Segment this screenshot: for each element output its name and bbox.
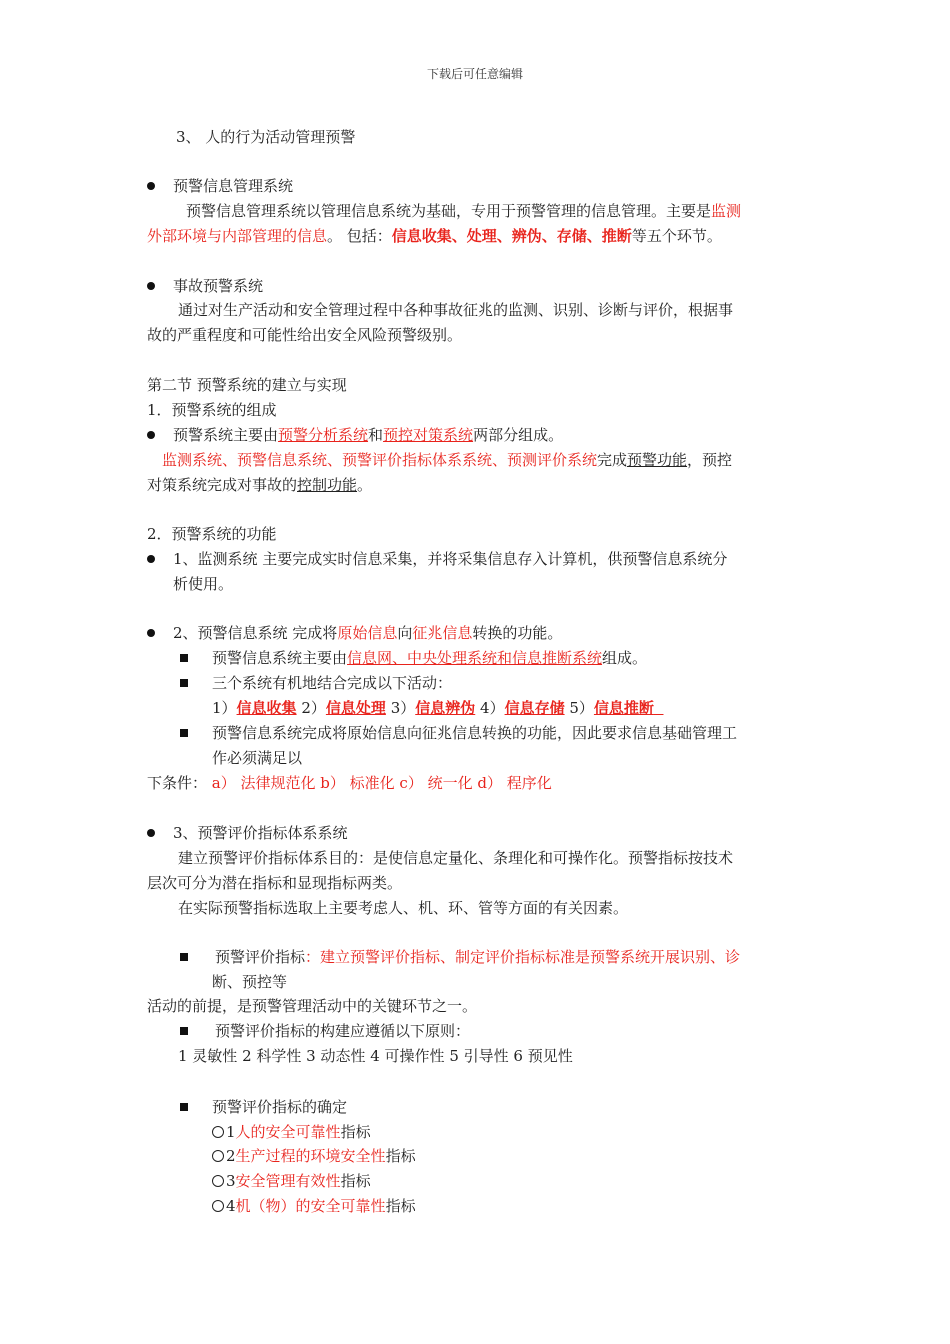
paragraph-line: 预警评价指标的确定 xyxy=(212,1098,348,1116)
bullet-square xyxy=(180,679,188,687)
paragraph-line: 建立预警评价指标体系目的：是使信息定量化、条理化和可操作化。预警指标按技术 xyxy=(178,849,734,867)
circle-bullet-icon xyxy=(212,1200,224,1212)
paragraph-line: 预警系统主要由预警分析系统和预控对策系统两部分组成。 xyxy=(173,426,564,444)
paragraph-line: 三个系统有机地结合完成以下活动： xyxy=(212,674,453,692)
bullet-title: 3、预警评价指标体系系统 xyxy=(173,824,348,842)
bullet-dot xyxy=(147,629,155,637)
indicator-item: 3安全管理有效性指标 xyxy=(212,1171,371,1191)
paragraph-line: 外部环境与内部管理的信息。 包括：信息收集、处理、辨伪、存储、推断等五个环节。 xyxy=(147,227,722,245)
bullet-square xyxy=(180,654,188,662)
paragraph-line: 预警评价指标：建立预警评价指标、制定评价指标标准是预警系统开展识别、诊 xyxy=(215,948,741,966)
paragraph-line: 监测系统、预警信息系统、预警评价指标体系系统、预测评价系统完成预警功能，预控 xyxy=(162,451,733,469)
circle-bullet-icon xyxy=(212,1175,224,1187)
indicator-item: 2生产过程的环境安全性指标 xyxy=(212,1146,416,1166)
indicator-item: 1人的安全可靠性指标 xyxy=(212,1122,371,1142)
paragraph-line: 1、监测系统 主要完成实时信息采集，并将采集信息存入计算机，供预警信息系统分 xyxy=(173,550,728,568)
bullet-dot xyxy=(147,431,155,439)
activity-list: 1）信息收集 2）信息处理 3）信息辨伪 4）信息存储 5）信息推断 xyxy=(212,699,654,717)
section-heading: 3、 人的行为活动管理预警 xyxy=(176,128,356,146)
paragraph-line: 在实际预警指标选取上主要考虑人、机、环、管等方面的有关因素。 xyxy=(178,899,629,917)
bullet-title: 事故预警系统 xyxy=(173,277,264,295)
paragraph-line: 通过对生产活动和安全管理过程中各种事故征兆的监测、识别、诊断与评价，根据事 xyxy=(178,301,734,319)
bullet-square xyxy=(180,1027,188,1035)
numbered-heading: 2．预警系统的功能 xyxy=(147,525,277,543)
principles-line: 1 灵敏性 2 科学性 3 动态性 4 可操作性 5 引导性 6 预见性 xyxy=(178,1047,573,1065)
paragraph-line: 预警信息系统主要由信息网、中央处理系统和信息推断系统组成。 xyxy=(212,649,648,667)
conditions-line: 下条件： a） 法律规范化 b） 标准化 c） 统一化 d） 程序化 xyxy=(147,774,552,792)
paragraph-line: 断、预控等 xyxy=(212,973,288,991)
paragraph-line: 2、预警信息系统 完成将原始信息向征兆信息转换的功能。 xyxy=(173,624,563,642)
circle-bullet-icon xyxy=(212,1126,224,1138)
page-header: 下载后可任意编辑 xyxy=(426,67,523,81)
numbered-heading: 1．预警系统的组成 xyxy=(147,401,277,419)
paragraph-line: 预警信息管理系统以管理信息系统为基础，专用于预警管理的信息管理。主要是监测 xyxy=(186,202,742,220)
paragraph-line: 活动的前提，是预警管理活动中的关键环节之一。 xyxy=(147,997,478,1015)
bullet-dot xyxy=(147,829,155,837)
chapter-heading: 第二节 预警系统的建立与实现 xyxy=(147,376,347,394)
bullet-square xyxy=(180,729,188,737)
bullet-dot xyxy=(147,555,155,563)
bullet-dot xyxy=(147,282,155,290)
indicator-item: 4机（物）的安全可靠性指标 xyxy=(212,1196,416,1216)
paragraph-line: 析使用。 xyxy=(173,575,234,593)
paragraph-line: 故的严重程度和可能性给出安全风险预警级别。 xyxy=(147,326,463,344)
paragraph-line: 作必须满足以 xyxy=(212,749,303,767)
bullet-square xyxy=(180,1103,188,1111)
bullet-title: 预警信息管理系统 xyxy=(173,177,294,195)
paragraph-line: 预警评价指标的构建应遵循以下原则： xyxy=(215,1022,471,1040)
bullet-square xyxy=(180,953,188,961)
paragraph-line: 对策系统完成对事故的控制功能。 xyxy=(147,476,373,494)
circle-bullet-icon xyxy=(212,1150,224,1162)
paragraph-line: 层次可分为潜在指标和显现指标两类。 xyxy=(147,874,403,892)
bullet-dot xyxy=(147,182,155,190)
paragraph-line: 预警信息系统完成将原始信息向征兆信息转换的功能，因此要求信息基础管理工 xyxy=(212,724,738,742)
